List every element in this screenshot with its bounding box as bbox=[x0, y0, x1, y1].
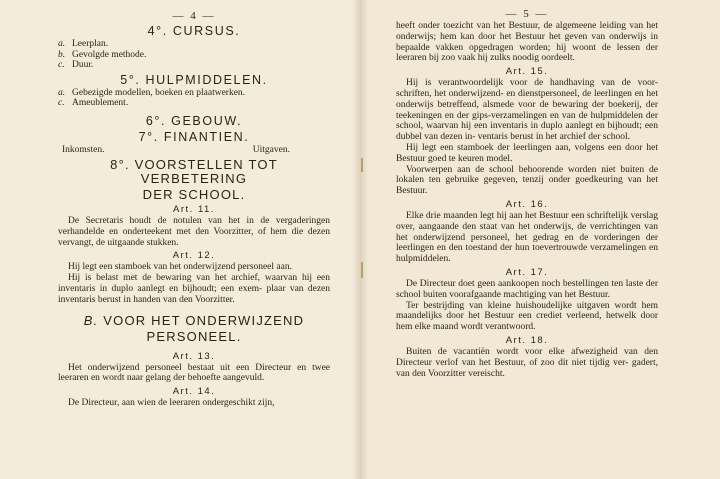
article-11-text: De Secretaris houdt de notulen van het in de vergaderingen verhandelde en onderteekent met den Voorzitter, of hem die dezen vervangt, de uitgaande stukken. bbox=[58, 215, 330, 248]
article-14-text: De Directeur, aan wien de leeraren ondergeschikt zijn, bbox=[68, 398, 275, 409]
article-12-text-2: Hij is belast met de bewaring van het archief, waarvan hij een inventaris in duplo aanlegt en bijhoudt; een exem- plaar van dezen inventaris berust in handen van den Voorzitter. bbox=[58, 273, 331, 305]
page-number-left: — 4 — bbox=[172, 10, 216, 22]
finantien-heading: 7°. FINANTIEN. bbox=[138, 129, 250, 144]
income-label: Inkomsten. bbox=[62, 144, 105, 155]
cursus-heading: 4°. CURSUS. bbox=[147, 24, 241, 38]
voorstellen-heading: 8°. VOORSTELLEN TOT VERBETERING bbox=[110, 156, 278, 186]
article-18-heading: Art. 18. bbox=[505, 334, 549, 346]
article-14-heading: Art. 14. bbox=[172, 386, 216, 398]
article-11-heading: Art. 11. bbox=[173, 203, 215, 215]
expenses-label: Uitgaven. bbox=[252, 144, 290, 155]
finantien-columns bbox=[58, 145, 330, 156]
article-15-text-2: Hij legt een stamboek der leerlingen aan, volgens een door het Bestuur goed te keuren model. bbox=[396, 142, 658, 164]
article-16-text: Elke drie maanden legt hij aan het Bestuur een schriftelijk verslag over, aangaande den staat van het onderwijs, de verrichtingen van het onderwijzend personeel, het gedrag en de vorderingen der leerlingen en den toestand der hun toevertrouwde verzamelingen en hulpmiddelen. bbox=[396, 210, 659, 265]
binding-thread bbox=[361, 158, 363, 172]
right-page bbox=[360, 0, 720, 479]
article-13-text: Het onderwijzend personeel bestaat uit een Directeur en twee leeraren en wordt naar gelang der behoefte aangevuld. bbox=[58, 362, 330, 384]
article-13-heading: Art. 13. bbox=[172, 350, 216, 362]
article-12-text: Hij legt een stamboek van het onderwijzend personeel aan. bbox=[68, 262, 292, 273]
article-17-text: De Directeur doet geen aankoopen noch bestellingen ten laste der school buiten voorafgaande machtiging van het Bestuur. bbox=[396, 278, 659, 300]
cursus-list bbox=[58, 39, 330, 71]
gebouw-heading: 6°. GEBOUW. bbox=[145, 113, 243, 128]
list-item: a. Gebezigde modellen, boeken en plaatwerken. bbox=[58, 87, 246, 98]
hulpmiddelen-list bbox=[58, 88, 330, 109]
article-17-text-2: Ter bestrijding van kleine huishoudelijke uitgaven wordt hem maandelijks door het Bestuur een crediet verleend, hetwelk door hem elke maand wordt verantwoord. bbox=[396, 300, 658, 333]
page-number-right: — 5 — bbox=[505, 8, 549, 20]
list-item: a. Leerplan. bbox=[58, 39, 109, 49]
article-16-heading: Art. 16. bbox=[505, 198, 549, 210]
article-15-heading: Art. 15. bbox=[505, 66, 549, 78]
voorstellen-heading-line2: DER SCHOOL. bbox=[142, 186, 246, 202]
section-b-letter: B. bbox=[83, 312, 99, 328]
binding-thread bbox=[361, 262, 363, 278]
article-17-heading: Art. 17. bbox=[505, 266, 549, 278]
article-18-text: Buiten de vacantiën wordt voor elke afwezigheid van den Directeur verlof van het Bestuur, of zoo dit niet tijdig ver- gadert, van den Voorzitter vereischt. bbox=[396, 346, 658, 379]
list-item: c. Ameublement. bbox=[58, 98, 129, 109]
hulpmiddelen-heading: 5°. HULPMIDDELEN. bbox=[120, 72, 268, 87]
article-15-text: Hij is verantwoordelijk voor de handhaving van de voor- schriften, het onderwijzend- en dienstpersoneel, de leerlingen en het onderwijs betreffend, alsmede voor de bewaring der boekerij, der teekeningen en der gips-verzamelingen en van de hulpmiddelen der school, waarvan hij een inventaris in duplo aanlegt en bijhoudt; een dubbel van dezen in- ventaris berust in het archief der school. bbox=[396, 78, 659, 143]
article-15-text-3: Voorwerpen aan de school behoorende worden niet buiten de lokalen ten gebruike gegeven, tenzij onder goedkeuring van het Bestuur. bbox=[396, 164, 659, 197]
section-b-heading-line2: PERSONEEL. bbox=[146, 328, 242, 344]
list-item: b. Gevolgde methode. bbox=[58, 49, 147, 60]
list-item: c. Duur. bbox=[58, 60, 94, 71]
article-14-continuation: heeft onder toezicht van het Bestuur, de algemeene leiding van het onderwijs; hem kan door het Bestuur het geven van onderwijs in bepaalde vakken opgedragen worden; hij woont de lessen der leeraren bij zoo vaak hij zulks noodig oordeelt. bbox=[396, 21, 659, 64]
article-12-heading: Art. 12. bbox=[172, 250, 216, 262]
section-b-heading: B. VOOR HET ONDERWIJZEND bbox=[83, 312, 305, 328]
book-gutter bbox=[352, 0, 368, 479]
